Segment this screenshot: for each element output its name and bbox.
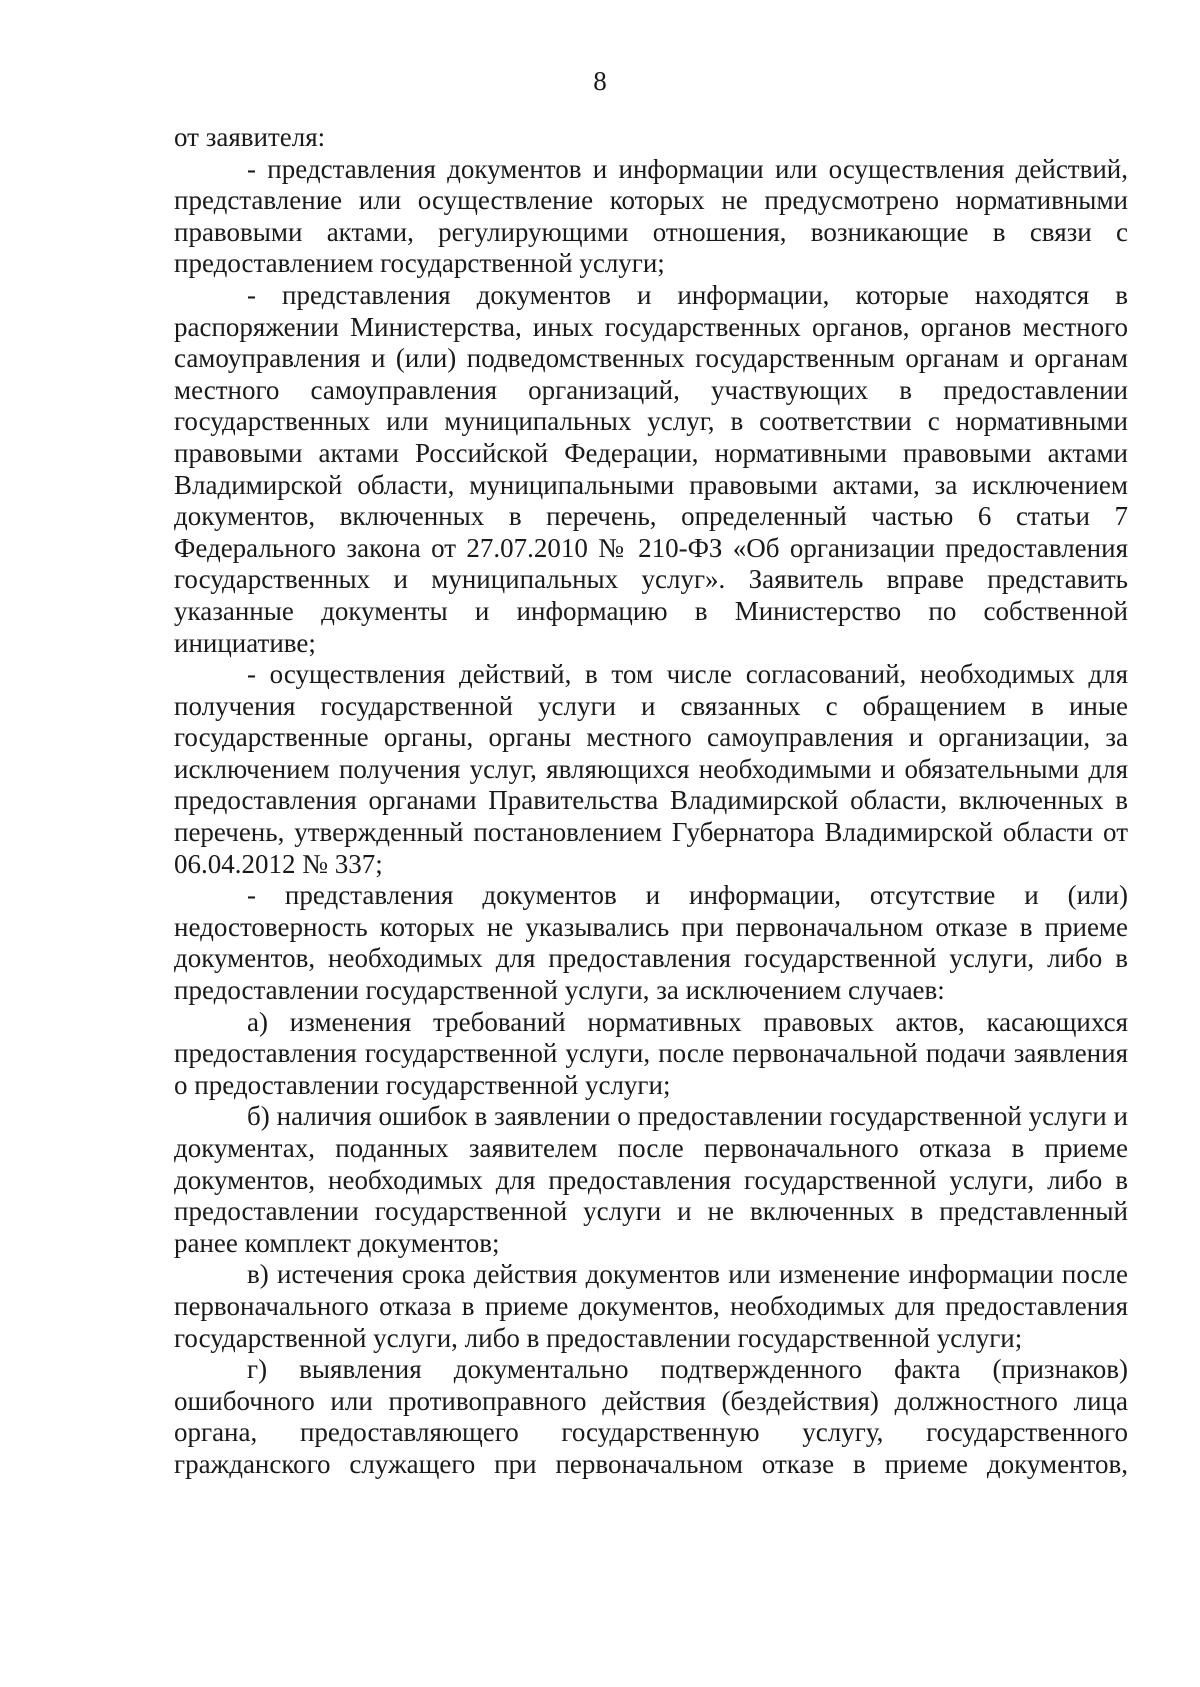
paragraph-subitem-g: г) выявления документально подтвержденного факта (признаков) ошибочного или противоправного действия (бездействия) должностного лица органа, предоставляющего государственную услугу, государственного гражданского служащего при первоначальном отказе в приеме документов,: [174, 1354, 1128, 1479]
paragraph-item-3: - осуществления действий, в том числе согласований, необходимых для получения государственной услуги и связанных с обращением в иные государственные органы, органы местного самоуправления и организации, за исключением получения услуг, являющихся необходимыми и обязательными для предоставления органами Правительства Владимирской области, включенных в перечень, утвержденный постановлением Губернатора Владимирской области от 06.04.2012 № 337;: [174, 659, 1128, 879]
paragraph-item-4: - представления документов и информации, отсутствие и (или) недостоверность которых не указывались при первоначальном отказе в приеме документов, необходимых для предоставления государственной услуги, либо в предоставлении государственной услуги, за исключением случаев:: [174, 880, 1128, 1006]
paragraph-item-1: - представления документов и информации или осуществления действий, представление или осуществление которых не предусмотрено нормативными правовыми актами, регулирующими отношения, возникающие в связи с предоставлением государственной услуги;: [174, 153, 1128, 279]
paragraph-item-2: - представления документов и информации, которые находятся в распоряжении Министерства, иных государственных органов, органов местного самоуправления и (или) подведомственных государственным органам и органам местного самоуправления организаций, участвующих в предоставлении государственных или муниципальных услуг, в соответствии с нормативными правовыми актами Российской Федерации, нормативными правовыми актами Владимирской области, муниципальными правовыми актами, за исключением документов, включенных в перечень, определенный частью 6 статьи 7 Федерального закона от 27.07.2010 № 210-ФЗ «Об организации предоставления государственных и муниципальных услуг». Заявитель вправе представить указанные документы и информацию в Министерство по собственной инициативе;: [174, 279, 1128, 658]
paragraph-subitem-v: в) истечения срока действия документов или изменение информации после первоначального отказа в приеме документов, необходимых для предоставления государственной услуги, либо в предоставлении государственной услуги;: [174, 1259, 1128, 1353]
paragraph-subitem-b: б) наличия ошибок в заявлении о предоставлении государственной услуги и документах, поданных заявителем после первоначального отказа в приеме документов, необходимых для предоставления государственной услуги, либо в предоставлении государственной услуги и не включенных в представленный ранее комплект документов;: [174, 1101, 1128, 1258]
paragraph-intro: от заявителя:: [174, 122, 326, 152]
page-number: 8: [593, 66, 607, 96]
paragraph-subitem-a: а) изменения требований нормативных правовых актов, касающихся предоставления государственной услуги, после первоначальной подачи заявления о предоставлении государственной услуги;: [174, 1006, 1128, 1100]
document-body: [174, 122, 1128, 1481]
